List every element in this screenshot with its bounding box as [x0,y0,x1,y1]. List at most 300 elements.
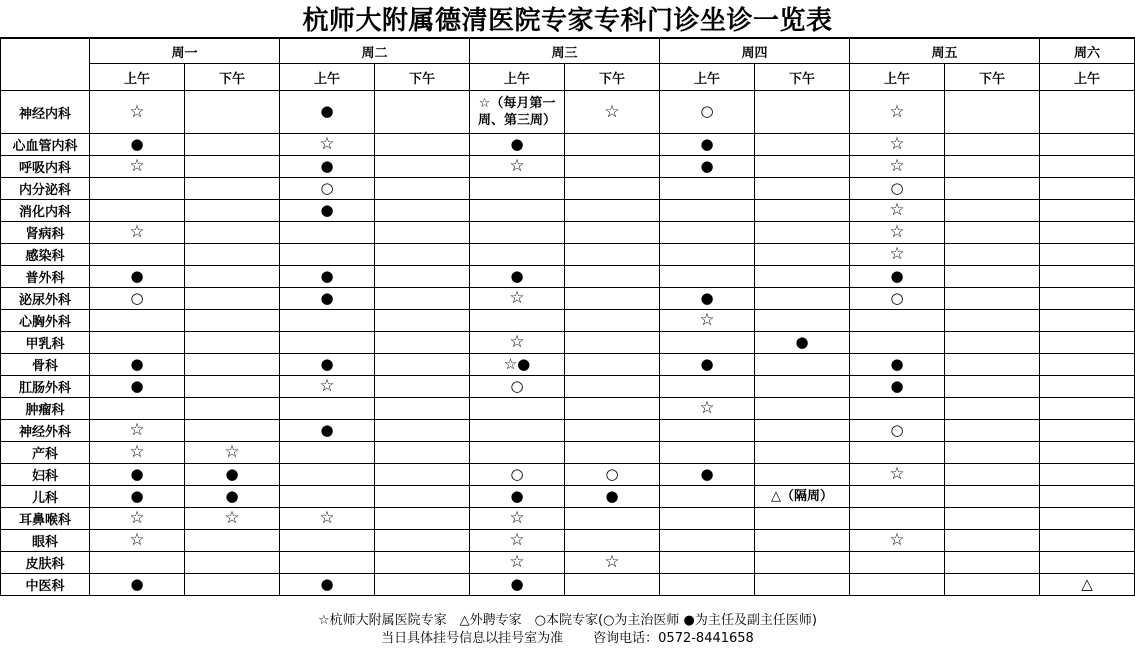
table-row [1,464,1135,486]
session-header: 上午 [660,64,755,91]
department-name: 心胸外科 [1,310,90,332]
filled-circle-icon: ● [130,354,144,373]
schedule-cell [565,310,660,332]
schedule-cell [280,332,375,354]
schedule-cell [470,376,565,398]
schedule-cell [90,288,185,310]
schedule-cell [565,552,660,574]
schedule-cell [375,508,470,530]
table-row [1,486,1135,508]
schedule-cell [565,464,660,486]
schedule-cell [90,508,185,530]
schedule-cell [945,91,1040,134]
schedule-cell [565,530,660,552]
star-icon: ☆ [224,442,240,462]
schedule-cell [1040,486,1135,508]
schedule-cell [90,420,185,442]
schedule-cell [470,574,565,596]
schedule-cell [660,464,755,486]
filled-circle-icon: ● [605,486,619,505]
schedule-cell [1040,178,1135,200]
schedule-cell [660,266,755,288]
schedule-cell [280,222,375,244]
schedule-cell [90,178,185,200]
schedule-cell [280,442,375,464]
star-icon: ☆ [889,222,905,242]
schedule-cell [1040,574,1135,596]
schedule-cell [1040,266,1135,288]
session-header: 上午 [280,64,375,91]
star-icon: ☆ [129,508,145,528]
table-row [1,244,1135,266]
schedule-cell-text: ☆（每月第一周、第三周） [477,96,556,128]
schedule-cell [660,91,755,134]
schedule-cell [470,310,565,332]
star-icon: ☆ [889,200,905,220]
title-bar [0,0,1135,38]
table-row [1,332,1135,354]
schedule-cell [850,156,945,178]
filled-circle-icon: ● [510,266,524,285]
schedule-cell [185,552,280,574]
open-circle-icon: ○ [605,464,619,483]
schedule-cell [660,244,755,266]
schedule-cell [755,200,850,222]
schedule-table [0,38,1135,596]
open-circle-icon: ○ [510,464,524,483]
schedule-cell [660,552,755,574]
schedule-cell [185,354,280,376]
schedule-cell [280,288,375,310]
schedule-cell [280,486,375,508]
legend [0,612,1135,648]
schedule-cell [185,508,280,530]
table-row [1,134,1135,156]
schedule-cell [755,420,850,442]
corner-cell [1,39,90,91]
department-name: 神经外科 [1,420,90,442]
schedule-cell [945,288,1040,310]
schedule-cell [280,420,375,442]
star-icon: ☆ [129,156,145,176]
schedule-cell [850,574,945,596]
schedule-cell [90,266,185,288]
star-icon: ☆ [129,222,145,242]
schedule-cell [945,464,1040,486]
schedule-cell [280,156,375,178]
star-icon: ☆ [699,398,715,418]
schedule-cell [375,332,470,354]
schedule-cell [850,91,945,134]
filled-circle-icon: ● [130,376,144,395]
schedule-cell [945,376,1040,398]
star-icon: ☆ [319,376,335,396]
day-header: 周四 [660,39,850,64]
schedule-cell [1040,310,1135,332]
table-row [1,398,1135,420]
star-icon: ☆ [699,310,715,330]
schedule-cell [280,376,375,398]
schedule-cell [280,200,375,222]
table-row [1,200,1135,222]
schedule-cell [280,178,375,200]
schedule-cell [565,91,660,134]
department-name: 中医科 [1,574,90,596]
schedule-cell [565,442,660,464]
table-row [1,354,1135,376]
star-icon: ☆ [509,508,525,528]
schedule-cell [755,574,850,596]
filled-circle-icon: ● [700,134,714,153]
schedule-cell [660,288,755,310]
schedule-cell [185,178,280,200]
table-row [1,178,1135,200]
schedule-cell [185,288,280,310]
schedule-cell [565,222,660,244]
star-icon: ☆ [509,156,525,176]
schedule-cell [1040,464,1135,486]
schedule-cell [185,442,280,464]
schedule-cell [755,354,850,376]
schedule-cell [90,310,185,332]
schedule-cell [375,134,470,156]
schedule-cell [945,552,1040,574]
filled-circle-icon: ● [510,134,524,153]
schedule-cell [280,91,375,134]
schedule-cell [755,464,850,486]
schedule-cell [185,464,280,486]
schedule-cell [470,354,565,376]
schedule-cell [850,530,945,552]
schedule-cell [850,178,945,200]
schedule-cell [1040,508,1135,530]
schedule-cell [660,530,755,552]
day-header: 周五 [850,39,1040,64]
schedule-cell [565,398,660,420]
schedule-cell [1040,530,1135,552]
schedule-cell [280,244,375,266]
schedule-cell [565,486,660,508]
schedule-cell [470,200,565,222]
star-icon: ☆ [889,134,905,154]
department-name: 普外科 [1,266,90,288]
schedule-cell [850,552,945,574]
department-name: 甲乳科 [1,332,90,354]
session-header: 上午 [1040,64,1135,91]
open-circle-icon: ○ [700,102,714,120]
schedule-cell [90,376,185,398]
star-icon: ☆ [889,101,905,122]
table-row [1,420,1135,442]
schedule-cell [565,178,660,200]
schedule-cell [90,332,185,354]
table-row [1,574,1135,596]
legend-phone: 咨询电话：0572-8441658 [593,631,754,646]
schedule-cell [470,420,565,442]
schedule-cell [90,486,185,508]
department-name: 肛肠外科 [1,376,90,398]
schedule-cell [850,486,945,508]
schedule-cell [565,134,660,156]
schedule-cell [470,464,565,486]
schedule-cell [945,442,1040,464]
schedule-cell [945,178,1040,200]
schedule-cell [375,310,470,332]
schedule-cell [850,420,945,442]
schedule-cell [945,200,1040,222]
star-icon: ☆ [889,244,905,264]
department-name: 肿瘤科 [1,398,90,420]
star-icon: ☆ [889,464,905,484]
session-header: 下午 [375,64,470,91]
schedule-cell [185,310,280,332]
table-row [1,222,1135,244]
schedule-cell [185,91,280,134]
day-header-row [1,39,1135,64]
schedule-cell [565,288,660,310]
schedule-cell [660,376,755,398]
schedule-cell [660,574,755,596]
schedule-cell [565,508,660,530]
schedule-cell [755,266,850,288]
schedule-cell [565,574,660,596]
schedule-cell [945,156,1040,178]
schedule-cell [755,156,850,178]
schedule-cell [755,398,850,420]
filled-circle-icon: ● [320,354,334,373]
star-icon: ☆ [129,530,145,550]
schedule-cell [375,574,470,596]
schedule-cell [1040,398,1135,420]
legend-line-2 [0,630,1135,648]
day-header: 周一 [90,39,280,64]
schedule-cell [945,332,1040,354]
schedule-cell [755,486,850,508]
filled-circle-icon: ● [700,156,714,175]
schedule-cell [185,376,280,398]
schedule-cell [90,222,185,244]
schedule-cell [185,398,280,420]
schedule-cell [375,552,470,574]
schedule-cell [755,376,850,398]
filled-circle-icon: ● [130,574,144,593]
schedule-cell [755,178,850,200]
schedule-cell [1040,156,1135,178]
schedule-cell [565,332,660,354]
department-name: 感染科 [1,244,90,266]
schedule-cell [90,464,185,486]
star-icon: ☆ [509,332,525,352]
schedule-cell [945,244,1040,266]
schedule-cell [755,134,850,156]
schedule-cell [850,464,945,486]
schedule-cell [945,354,1040,376]
filled-circle-icon: ● [510,486,524,505]
schedule-cell [375,178,470,200]
schedule-cell [850,244,945,266]
department-name: 消化内科 [1,200,90,222]
table-row [1,376,1135,398]
schedule-cell [280,310,375,332]
schedule-cell [90,200,185,222]
schedule-cell-text: ☆● [503,354,531,373]
schedule-cell [185,244,280,266]
filled-circle-icon: ● [320,420,334,439]
department-name: 心血管内科 [1,134,90,156]
star-icon: ☆ [319,134,335,154]
schedule-cell [945,134,1040,156]
filled-circle-icon: ● [130,134,144,153]
schedule-cell [565,420,660,442]
filled-circle-icon: ● [320,200,334,219]
schedule-cell [375,420,470,442]
table-row [1,442,1135,464]
filled-circle-icon: ● [320,102,334,120]
star-icon: ☆ [319,508,335,528]
schedule-cell [755,530,850,552]
star-icon: ☆ [604,101,620,122]
schedule-cell [375,222,470,244]
schedule-cell [1040,222,1135,244]
schedule-cell [1040,552,1135,574]
table-row [1,508,1135,530]
schedule-cell [280,574,375,596]
schedule-cell [945,266,1040,288]
schedule-cell [90,530,185,552]
department-name: 皮肤科 [1,552,90,574]
schedule-cell [375,354,470,376]
schedule-cell [660,486,755,508]
session-header: 上午 [850,64,945,91]
schedule-cell [280,134,375,156]
schedule-cell [375,442,470,464]
schedule-cell [185,134,280,156]
schedule-cell [660,200,755,222]
star-icon: ☆ [224,508,240,528]
session-header: 下午 [755,64,850,91]
schedule-cell [945,574,1040,596]
schedule-cell [565,244,660,266]
session-header: 上午 [90,64,185,91]
schedule-cell [280,530,375,552]
filled-circle-icon: ● [225,464,239,483]
star-icon: ☆ [889,530,905,550]
schedule-cell [185,530,280,552]
schedule-cell [850,398,945,420]
schedule-cell [470,288,565,310]
schedule-cell [660,420,755,442]
schedule-cell [755,552,850,574]
schedule-cell [1040,244,1135,266]
schedule-cell [660,354,755,376]
open-circle-icon: ○ [890,178,904,197]
schedule-cell [470,244,565,266]
schedule-cell [850,354,945,376]
schedule-cell [185,156,280,178]
schedule-cell [945,398,1040,420]
schedule-cell [470,134,565,156]
schedule-cell [755,332,850,354]
triangle-icon: △ [1081,574,1093,593]
department-name: 儿科 [1,486,90,508]
schedule-cell [945,486,1040,508]
schedule-cell [280,464,375,486]
schedule-cell [280,508,375,530]
department-name: 神经内科 [1,91,90,134]
department-name: 耳鼻喉科 [1,508,90,530]
department-name: 产科 [1,442,90,464]
star-icon: ☆ [129,101,145,122]
schedule-cell [850,508,945,530]
schedule-cell [565,200,660,222]
schedule-cell [375,266,470,288]
schedule-cell [375,200,470,222]
schedule-cell [185,222,280,244]
table-row [1,288,1135,310]
schedule-cell [1040,332,1135,354]
schedule-cell [850,332,945,354]
filled-circle-icon: ● [700,288,714,307]
schedule-cell [1040,91,1135,134]
schedule-cell [755,288,850,310]
page-title: 杭师大附属德清医院专家专科门诊坐诊一览表 [302,6,833,36]
schedule-cell [90,156,185,178]
day-header: 周六 [1040,39,1135,64]
session-header: 下午 [945,64,1040,91]
schedule-cell [565,266,660,288]
schedule-cell [470,486,565,508]
session-header-row [1,64,1135,91]
schedule-cell [90,134,185,156]
filled-circle-icon: ● [890,354,904,373]
schedule-cell [1040,354,1135,376]
schedule-cell [755,222,850,244]
schedule-cell [660,310,755,332]
schedule-cell [90,398,185,420]
open-circle-icon: ○ [320,178,334,197]
schedule-cell [1040,442,1135,464]
schedule-cell [375,398,470,420]
star-icon: ☆ [509,288,525,308]
star-icon: ☆ [509,530,525,550]
schedule-cell [565,354,660,376]
schedule-cell [945,222,1040,244]
schedule-cell [1040,376,1135,398]
schedule-cell [755,442,850,464]
schedule-cell [470,222,565,244]
department-name: 内分泌科 [1,178,90,200]
session-header: 下午 [565,64,660,91]
table-row [1,266,1135,288]
day-header: 周二 [280,39,470,64]
schedule-cell [280,552,375,574]
schedule-cell [375,376,470,398]
department-name: 骨科 [1,354,90,376]
table-row [1,552,1135,574]
filled-circle-icon: ● [130,464,144,483]
schedule-cell [90,91,185,134]
schedule-cell [1040,420,1135,442]
session-header: 上午 [470,64,565,91]
filled-circle-icon: ● [510,574,524,593]
schedule-cell [945,310,1040,332]
schedule-cell [90,354,185,376]
schedule-cell [470,552,565,574]
legend-registration-note: 当日具体挂号信息以挂号室为准 [381,631,564,646]
schedule-cell [185,200,280,222]
schedule-cell [660,134,755,156]
schedule-cell [850,266,945,288]
